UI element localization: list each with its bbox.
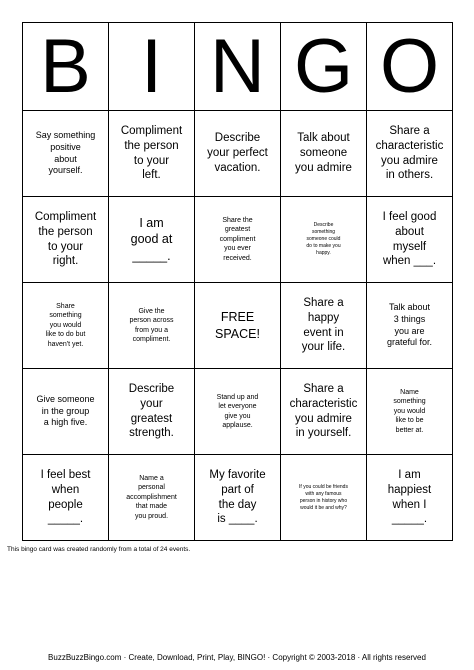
cell-text: Talk about someone you admire — [295, 132, 352, 174]
bingo-cell — [195, 197, 281, 283]
cell-text: Give the person across from you a compliment. — [129, 307, 174, 343]
bingo-row-5 — [23, 455, 453, 541]
header-letter-o: O — [367, 23, 453, 111]
cell-text: Describe something someone could do to make you happy. — [306, 222, 341, 256]
bingo-cell — [23, 197, 109, 283]
header-letter-n: N — [195, 23, 281, 111]
header-letter-i: I — [109, 23, 195, 111]
bingo-cell — [281, 369, 367, 455]
free-space-cell — [195, 283, 281, 369]
cell-text: Talk about 3 things you are grateful for. — [386, 302, 433, 348]
bingo-cell — [195, 455, 281, 541]
bingo-cell — [281, 197, 367, 283]
bingo-cell — [281, 283, 367, 369]
cell-text: Describe your perfect vacation. — [207, 132, 268, 174]
cell-text: Compliment the person to your left. — [120, 124, 183, 182]
cell-text: Share a characteristic you admire in others. — [375, 124, 444, 182]
bingo-cell — [23, 369, 109, 455]
bingo-cell — [109, 283, 195, 369]
cell-text: Share a happy event in your life. — [301, 296, 346, 354]
cell-text: I am good at _____. — [130, 216, 173, 263]
bingo-row-2 — [23, 197, 453, 283]
bingo-cell — [195, 369, 281, 455]
bingo-cell — [109, 111, 195, 197]
bingo-row-1 — [23, 111, 453, 197]
bingo-cell — [23, 283, 109, 369]
bingo-cell — [281, 455, 367, 541]
cell-text: Name something you would like to be better at. — [393, 388, 426, 434]
bingo-cell — [109, 197, 195, 283]
bingo-cell — [23, 455, 109, 541]
bingo-cell — [109, 455, 195, 541]
header-letter-b: B — [23, 23, 109, 111]
cell-text: I am happiest when I _____. — [387, 468, 432, 526]
bingo-cell — [367, 283, 453, 369]
bingo-cell — [23, 111, 109, 197]
bingo-cell — [367, 455, 453, 541]
cell-text: Name a personal accomplishment that made you proud. — [126, 474, 177, 520]
cell-text: If you could be friends with any famous person in history who would it be and why? — [299, 483, 348, 511]
bingo-row-4 — [23, 369, 453, 455]
cell-text: I feel good about myself when ___. — [382, 210, 437, 268]
cell-text: Stand up and let everyone give you applause. — [216, 393, 259, 429]
cell-text: Describe your greatest strength. — [128, 382, 175, 440]
bingo-row-3 — [23, 283, 453, 369]
bingo-cell — [195, 111, 281, 197]
header-letter-g: G — [281, 23, 367, 111]
bingo-cell — [109, 369, 195, 455]
bingo-header — [23, 23, 453, 111]
creation-note: This bingo card was created randomly from a total of 24 events. — [7, 546, 191, 553]
cell-text: Say something positive about yourself. — [35, 130, 96, 176]
cell-text: Share something you would like to do but haven't yet. — [45, 302, 86, 348]
bingo-cell — [281, 111, 367, 197]
bingo-card — [22, 22, 453, 541]
cell-text: Give someone in the group a high five. — [36, 393, 95, 428]
cell-text: Share a characteristic you admire in yourself. — [289, 382, 358, 440]
bingo-cell — [367, 197, 453, 283]
cell-text: FREE SPACE! — [215, 310, 260, 341]
bingo-cell — [367, 369, 453, 455]
bingo-cell — [367, 111, 453, 197]
footer-copyright: BuzzBuzzBingo.com · Create, Download, Print, Play, BINGO! · Copyright © 2003-2018 · All rights reserved — [48, 653, 426, 662]
cell-text: My favorite part of the day is ____. — [209, 468, 266, 526]
cell-text: I feel best when people _____. — [40, 468, 91, 526]
cell-text: Share the greatest compliment you ever received. — [219, 216, 256, 262]
cell-text: Compliment the person to your right. — [34, 210, 97, 268]
